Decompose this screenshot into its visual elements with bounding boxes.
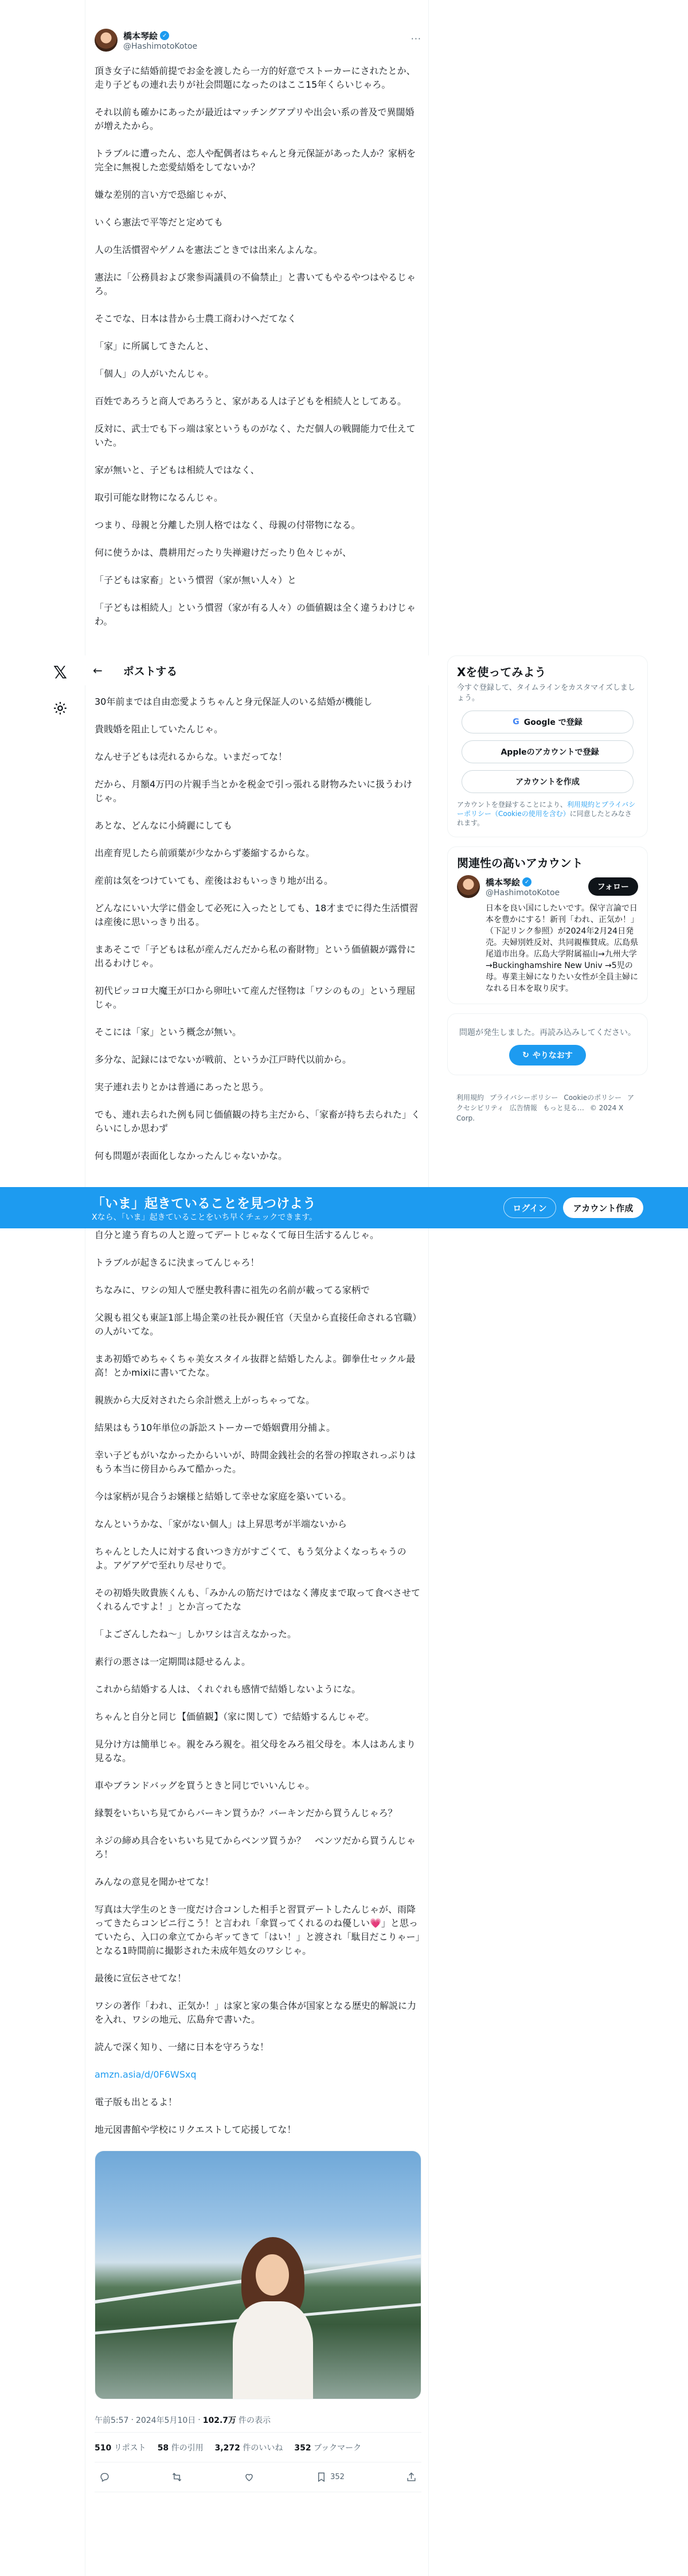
avatar[interactable] [457, 875, 480, 898]
post-paragraph: 結果はもう10年単位の訴訟ストーカーで婚姻費用分捕よ。 [95, 1422, 336, 1433]
settings-gear-icon[interactable] [46, 694, 75, 723]
avatar[interactable] [95, 29, 118, 52]
retry-label: やりなおす [532, 1051, 573, 1060]
post-paragraph: 親族から大反対されたら余計燃え上がっちゃってな。 [95, 1395, 315, 1406]
post-paragraph: でも、連れ去られた例も同じ価値観の持ち主だから、「家畜が持ち去られた」くらいにしか思わず [95, 1109, 421, 1134]
footer-link[interactable]: 利用規約 [456, 1094, 484, 1102]
post-paragraph: まあ初婚でめちゃくちゃ美女スタイル抜群と結婚したんよ。御拳仕セックル最高！とかmixiに書いてたな。 [95, 1353, 416, 1378]
quotes-number: 58 [157, 2443, 169, 2453]
footer-link[interactable]: © 2024 X Corp. [456, 1104, 624, 1122]
verified-badge-icon: ✓ [522, 877, 531, 887]
post-paragraph: 「個人」の人がいたんじゃ。 [95, 368, 214, 379]
google-signup-button[interactable] [462, 711, 634, 733]
post-paragraph: これから結婚する人は、くれぐれも感情で結婚しないようにな。 [95, 1684, 361, 1695]
footer-link[interactable]: プライバシーポリシー [490, 1094, 558, 1102]
post-paragraph: どんなにいい大学に借金して必死に入ったとしても、18才までに得た生活慣習は産後に思いっきり出る。 [95, 903, 419, 927]
bookmarks-label: ブックマーク [314, 2443, 362, 2453]
post-stats [95, 2433, 421, 2462]
post-paragraph: その初婚失敗貴族くんも、「みかんの筋だけではなく薄皮まで取って食べさせてくれるんですよ！」とか言ってたな [95, 1587, 421, 1612]
follow-button[interactable]: フォロー [588, 877, 638, 896]
post-paragraph: 素行の悪さは一定期間は隠せるんよ。 [95, 1656, 251, 1667]
back-arrow-icon[interactable]: ← [93, 663, 103, 677]
related-title: 関連性の高いアカウント [457, 856, 583, 870]
post-paragraph: 初代ピッコロ大魔王が口から卵吐いて産んだ怪物は「ワシのもの」という理屈じゃ。 [95, 985, 416, 1010]
right-sidebar [447, 655, 648, 1123]
apple-signup-label: Appleのアカウントで登録 [501, 748, 599, 757]
post-paragraph: ちなみに、ワシの知人で歴史教科書に祖先の名前が載ってる家柄で [95, 1285, 370, 1295]
post-paragraph: 人の生活慣習やゲノムを憲法ごときでは出来んよんな。 [95, 244, 323, 255]
post-paragraph: つまり、母親と分離した別人格ではなく、母親の付帯物になる。 [95, 520, 361, 530]
post-photo[interactable] [95, 2150, 421, 2399]
post-paragraph: だから、月額4万円の片親手当とかを税金で引っ張れる財物みたいに扱うわけじゃ。 [95, 779, 413, 803]
author-name[interactable]: 橋本琴絵 [123, 30, 158, 41]
reply-icon [99, 2472, 110, 2483]
post-paragraph: なんというかな、「家がない個人」は上昇思考が半端ないから [95, 1519, 347, 1529]
post-paragraph: 実子連れ去りとかは普通にあったと思う。 [95, 1082, 269, 1092]
post-body-top [95, 23, 421, 642]
post-paragraph: それ以前も確かにあったが最近はマッチングアプリや出会い系の普及で異闊婚が増えたから。 [95, 107, 415, 131]
reposts-stat[interactable] [95, 2442, 146, 2453]
post-text-part-c [95, 1228, 421, 2137]
post-body-middle [95, 695, 421, 1177]
login-button[interactable]: ログイン [503, 1197, 556, 1218]
post-date[interactable]: 2024年5月10日 [135, 2415, 196, 2425]
post-paragraph: 何も問題が表面化しなかったんじゃないかな。 [95, 1150, 288, 1161]
bookmark-count: 352 [330, 2473, 345, 2481]
post-timestamp: 午前5:57 · 2024年5月10日 · 102.7万 件の表示 [95, 2407, 421, 2433]
bookmarks-stat[interactable] [294, 2442, 361, 2453]
post-actions [95, 2462, 421, 2492]
repost-icon [171, 2472, 182, 2483]
share-icon [406, 2472, 417, 2483]
post-paragraph[interactable]: amzn.asia/d/0F6WSxq [95, 2069, 197, 2080]
view-count-label: 件の表示 [239, 2415, 271, 2425]
post-paragraph: 「よござんしたね〜」しかワシは言えなかった。 [95, 1629, 297, 1640]
footer-link[interactable]: 広告情報 [509, 1104, 537, 1112]
footer-links [447, 1092, 648, 1123]
heart-icon [244, 2472, 255, 2483]
page-title: ポストする [123, 665, 178, 678]
signup-card-title: Xを使ってみよう [457, 665, 546, 679]
post-paragraph: いくら憲法で平等だと定めても [95, 217, 224, 228]
post-paragraph: 「子どもは家畜」という慣習（家が無い人々）と [95, 575, 297, 586]
terms-link[interactable]: 利用規約とプライバシーポリシー（Cookieの使用を含む） [457, 801, 636, 818]
post-paragraph: 最後に宣伝させてな！ [95, 1973, 187, 1984]
create-account-pill[interactable]: アカウントを作成 [462, 770, 634, 793]
post-time[interactable]: 午前5:57 [95, 2415, 129, 2425]
post-paragraph: ワシの著作「われ、正気か！」は家と家の集合体が国家となる歴史的解説に力を入れ、ワシの地元、広島弁で書いた。 [95, 2000, 416, 2025]
bookmark-button[interactable] [316, 2472, 345, 2483]
post-paragraph: 何に使うかは、農耕用だったり失禅避けだったり色々じゃが、 [95, 547, 352, 558]
signup-card [447, 655, 648, 837]
post-paragraph: 幸い子どもがいなかったからいいが、時間金銭社会的名誉の搾取されっぷりはもう本当に傍目からみて酷かった。 [95, 1450, 416, 1474]
more-options-icon[interactable]: ··· [411, 33, 421, 44]
x-logo-icon[interactable]: 𝕏 [53, 662, 68, 683]
post-paragraph: 今は家柄が見合うお嬢様と結婚して幸せな家庭を築いている。 [95, 1491, 352, 1502]
post-paragraph: 見分け方は簡単じゃ。親をみろ親を。祖父母をみろ祖父母を。本人はあんまり見るな。 [95, 1739, 416, 1763]
related-account-row[interactable] [457, 875, 638, 898]
post-text-part-a [95, 64, 421, 629]
post-paragraph: そこでな、日本は昔から士農工商わけへだてなく [95, 313, 297, 324]
post-paragraph: 読んで深く知り、一緒に日本を守ろうな！ [95, 2042, 269, 2052]
post-paragraph: ちゃんと自分と同じ【価値観】（家に関して）で結婚するんじゃぞ。 [95, 1711, 374, 1722]
post-paragraph: 家が無いと、子どもは相続人ではなく、 [95, 465, 260, 475]
post-paragraph: ちゃんとした人に対する食いつき方がすごくて、もう気分よくなっちゃうのよ。アゲアゲで至れり尽せりで。 [95, 1546, 406, 1571]
post-paragraph: 反対に、武士でも下っ端は家というものがなく、ただ個人の戦闘能力で仕えていた。 [95, 423, 416, 448]
post-paragraph: あとな、どんなに小綺麗にしても [95, 820, 233, 831]
post-author[interactable] [95, 23, 421, 57]
post-paragraph: 車やブランドバッグを買うときと同じでいいんじゃ。 [95, 1780, 315, 1791]
related-handle[interactable]: @HashimotoKotoe [486, 888, 560, 897]
reply-button[interactable] [99, 2472, 110, 2483]
footer-link[interactable]: もっと見る… [542, 1104, 584, 1112]
quotes-label: 件の引用 [171, 2443, 204, 2453]
banner-subtitle: Xなら、「いま」起きていることをいち早くチェックできます。 [92, 1213, 318, 1222]
share-button[interactable] [406, 2472, 417, 2483]
post-paragraph: 百姓であろうと商人であろうと、家がある人は子どもを相続人としてある。 [95, 396, 407, 407]
left-nav [46, 658, 75, 729]
banner-title: 「いま」起きていることを見つけよう [92, 1196, 316, 1211]
footer-link[interactable]: アクセシビリティ [456, 1094, 635, 1112]
apple-signup-button[interactable] [462, 740, 634, 763]
post-paragraph: 取引可能な財物になるんじゃ。 [95, 492, 224, 503]
like-button[interactable] [244, 2472, 255, 2483]
post-paragraph: 嫌な差別的言い方で恐縮じゃが、 [95, 189, 233, 200]
likes-stat[interactable] [215, 2442, 283, 2453]
reposts-number: 510 [95, 2443, 112, 2453]
error-message: 問題が発生しました。再読み込みしてください。 [459, 1028, 636, 1037]
google-signup-label: Google で登録 [523, 718, 583, 727]
verified-badge-icon: ✓ [160, 31, 169, 40]
create-account-button[interactable]: アカウント作成 [563, 1197, 643, 1218]
post-paragraph: 地元図書館や学校にリクエストして応援してな！ [95, 2124, 296, 2135]
post-paragraph: なんせ子どもは売れるからな。いまだってな！ [95, 751, 288, 762]
likes-number: 3,272 [214, 2443, 240, 2453]
view-count: 102.7万 [202, 2415, 237, 2425]
post-paragraph: 出産育児したら前頭葉が少なからず萎縮するからな。 [95, 848, 315, 858]
post-paragraph: そこには「家」という概念が無い。 [95, 1027, 242, 1037]
refresh-icon: ↻ [522, 1051, 529, 1060]
post-paragraph: 憲法に「公務員および衆参両議員の不倫禁止」と書いてもやるやつはやるじゃろ。 [95, 272, 416, 296]
quotes-stat[interactable] [158, 2442, 204, 2453]
post-paragraph: トラブルに遭ったん、恋人や配偶者はちゃんと身元保証があった人か？家柄を完全に無視した恋愛結婚をしてないか？ [95, 148, 416, 173]
signup-banner [0, 1187, 688, 1228]
post-paragraph: ネジの締め具合をいちいち見てからベンツ買うか？ ベンツだから買うんじゃろ！ [95, 1835, 416, 1860]
repost-button[interactable] [171, 2472, 182, 2483]
post-paragraph: みんなの意見を聞かせてな！ [95, 1876, 214, 1887]
post-paragraph: 「家」に所属してきたんと、 [95, 341, 214, 352]
post-paragraph: 多分な、記録にはでないが戦前、というか江戸時代以前から。 [95, 1054, 352, 1065]
bookmarks-number: 352 [294, 2443, 311, 2453]
post-paragraph: 産前は気をつけていても、産後はおもいっきり地が出る。 [95, 875, 334, 886]
post-paragraph: 写真は大学生のとき一度だけ合コンした相手と習買デートしたんじゃが、雨降ってきたらコンビニ行こう！と言われ「傘買ってくれるのね優しい💗」と思っていたら、入口の傘立てからギッてきて「はい！」と渡され「駄目だこりゃー」となる1時間前に撮影された未成年処女のワシじゃ。 [95, 1904, 420, 1956]
reposts-label: リポスト [114, 2443, 146, 2453]
likes-label: 件のいいね [243, 2443, 283, 2453]
related-name[interactable]: 橋本琴絵 [486, 877, 521, 888]
signup-card-subtitle: 今すぐ登録して、タイムラインをカスタマイズしましょう。 [457, 684, 635, 702]
author-handle[interactable]: @HashimotoKotoe [123, 41, 198, 51]
post-paragraph: 「子どもは相続人」という慣習（家が有る人々）の価値観は全く違うわけじゃわ。 [95, 602, 416, 627]
post-paragraph: 30年前までは自由恋愛ようちゃんと身元保証人のいる結婚が機能し [95, 696, 373, 707]
post-paragraph: トラブルが起きるに決まってんじゃろ！ [95, 1257, 260, 1268]
error-card [447, 1013, 648, 1075]
post-text-part-b [95, 695, 421, 1163]
post-paragraph: 頂き女子に結婚前提でお金を渡したら一方的好意でストーカーにされたとか、走り子どもの連れ去りが社会問題になったのはここ15年くらいじゃろ。 [95, 65, 416, 90]
bookmark-icon [316, 2472, 327, 2483]
related-bio: 日本を良い国にしたいです。保守言論で日本を豊かにする！新刊「われ、正気か！」（下記リンク参照）が2024年2月24日発売。夫婦別姓反対、共同親権賛成。広島県尾道市出身。広島大学附属福山→九州大学→Buckinghamshire New Univ →5児の母。専業主婦になりたい女性が全員主婦になれる日本を取り戻す。 [486, 904, 638, 993]
related-accounts-card [447, 846, 648, 1004]
post-paragraph: 貴賎婚を阻止していたんじゃ。 [95, 724, 224, 735]
google-icon: G [513, 717, 519, 727]
post-paragraph: 縁製をいちいち見てからバーキン買うか？バーキンだから買うんじゃろ？ [95, 1808, 397, 1818]
retry-button[interactable] [509, 1045, 586, 1065]
post-paragraph: 父親も祖父も東証1部上場企業の社長か親任官（天皇から直接任命される官職）の人がいてな。 [95, 1312, 417, 1337]
post-paragraph: 自分と違う育ちの人と遊ってデートじゃなくて毎日生活するんじゃ。 [95, 1230, 380, 1240]
post-header [85, 655, 429, 685]
post-paragraph: まあそこで「子どもは私が産んだんだから私の畜財物」という価値観が露骨に出るわけじゃ。 [95, 944, 416, 969]
post-paragraph: 電子版も出とるよ！ [95, 2097, 178, 2107]
terms-text: アカウントを登録することにより、利用規約とプライバシーポリシー（Cookieの使用を含む）に同意したとみなされます。 [457, 801, 636, 827]
footer-link[interactable]: Cookieのポリシー [564, 1094, 622, 1102]
post-body-bottom [95, 1228, 421, 2492]
